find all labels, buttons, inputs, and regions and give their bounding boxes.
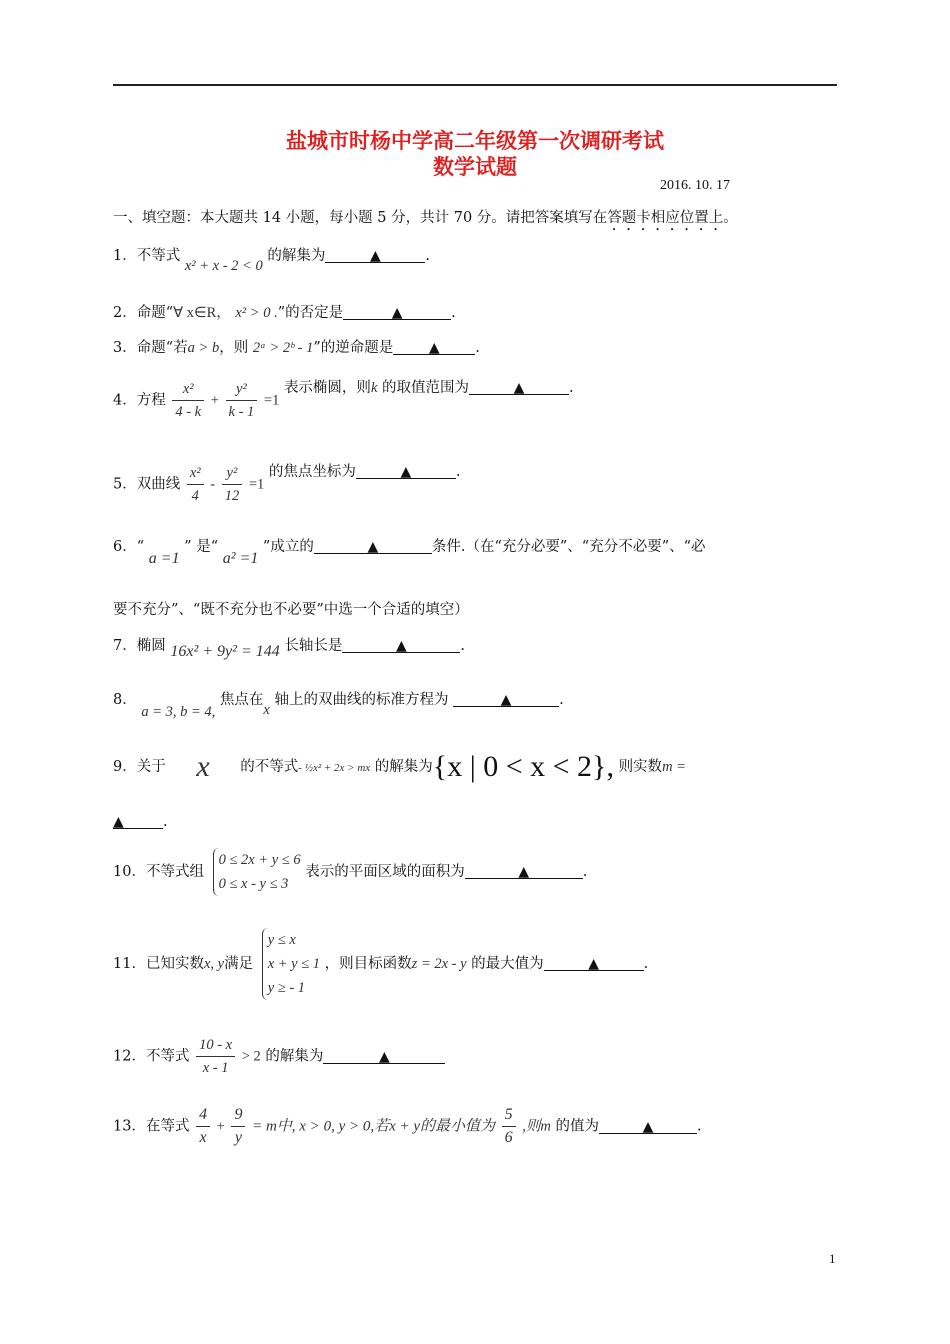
fraction: $\frac{\text{x²}}{4 - k}$ bbox=[172, 378, 204, 423]
question-9: 9．关于 x 的不等式- ½x² + 2x > mx 的解集为{x | 0 < x < 2}, 则实数m = bbox=[113, 750, 686, 783]
question-4: 4．方程 $\frac{\text{x²}}{4 - k}$ + $\frac{\text{y²}}{k - 1}$ =1 表示椭圆，则k 的取值范围为 ▲ . bbox=[113, 378, 574, 423]
question-10: 10．不等式组 0 ≤ 2x + y ≤ 6 0 ≤ x - y ≤ 3 表示的平面区域的面积为 ▲ . bbox=[113, 848, 587, 896]
fraction: $\frac{5}{6}$ bbox=[502, 1104, 516, 1149]
answer-blank[interactable] bbox=[599, 1117, 697, 1134]
triangle-icon: ▲ bbox=[113, 814, 124, 830]
fraction: $\frac{\text{y²}}{12}$ bbox=[222, 462, 243, 507]
solution-set: {x | 0 < x < 2}, bbox=[432, 750, 614, 783]
exam-subtitle: 数学试题 bbox=[433, 154, 517, 179]
question-3: 3．命题“若a > b，则 2ᵃ > 2ᵇ - 1”的逆命题是 ▲ . bbox=[113, 340, 480, 356]
triangle-icon: ▲ bbox=[400, 464, 412, 480]
answer-blank[interactable] bbox=[453, 690, 559, 707]
answer-blank[interactable] bbox=[325, 246, 425, 263]
answer-blank[interactable] bbox=[314, 537, 432, 554]
math-expression: x² + x - 2 < 0 bbox=[184, 258, 263, 274]
triangle-icon: ▲ bbox=[518, 864, 530, 880]
answer-blank[interactable] bbox=[393, 338, 475, 355]
question-11: 11．已知实数x, y满足 y ≤ x x + y ≤ 1 y ≥ - 1 ，则目标函数z = 2x - y 的最大值为 ▲ . bbox=[113, 928, 648, 1000]
question-6: 6．“ a =1 ” 是“ a² =1 ”成立的 ▲ 条件.（在“充分必要”、“充分不必要”、“必 bbox=[113, 539, 706, 567]
answer-blank[interactable] bbox=[356, 462, 456, 479]
exam-title: 盐城市时杨中学高二年级第一次调研考试 bbox=[286, 128, 664, 153]
question-9-answer: ▲ . bbox=[113, 814, 168, 830]
fraction: $\frac{4}{x}$ bbox=[196, 1104, 210, 1149]
answer-blank[interactable] bbox=[323, 1047, 445, 1064]
question-7: 7．椭圆 16x² + 9y² = 144 长轴长是 ▲ . bbox=[113, 638, 465, 660]
answer-blank[interactable] bbox=[113, 812, 163, 829]
answer-blank[interactable] bbox=[544, 954, 644, 971]
section-intro: 一、填空题：本大题共 14 小题，每小题 5 分，共计 70 分。请把答案填写在答题卡相应位置上。 bbox=[113, 210, 738, 226]
question-2: 2．命题“∀ x∈R， x² > 0 .”的否定是 ▲ . bbox=[113, 305, 456, 321]
triangle-icon: ▲ bbox=[391, 305, 403, 321]
triangle-icon: ▲ bbox=[395, 638, 407, 654]
question-12: 12．不等式 $\frac{10 - x}{x - 1}$ > 2 的解集为 ▲ bbox=[113, 1034, 445, 1079]
fraction: $\frac{10 - x}{x - 1}$ bbox=[196, 1034, 235, 1079]
triangle-icon: ▲ bbox=[367, 539, 379, 555]
emphasized-text: 答题卡相应位置上 bbox=[607, 210, 724, 226]
triangle-icon: ▲ bbox=[642, 1118, 654, 1135]
page-number: 1 bbox=[829, 1251, 836, 1266]
question-5: 5．双曲线 $\frac{\text{x²}}{4}$ - $\frac{\text{y²}}{12}$ =1 的焦点坐标为 ▲ . bbox=[113, 462, 460, 507]
question-8: 8． a = 3, b = 4, 焦点在x 轴上的双曲线的标准方程为 ▲ . bbox=[113, 692, 564, 720]
triangle-icon: ▲ bbox=[378, 1048, 390, 1065]
triangle-icon: ▲ bbox=[513, 380, 525, 396]
answer-blank[interactable] bbox=[465, 862, 583, 879]
exam-date: 2016. 10. 17 bbox=[660, 178, 730, 193]
answer-blank[interactable] bbox=[343, 303, 451, 320]
constraint-system: y ≤ x x + y ≤ 1 y ≥ - 1 bbox=[262, 928, 320, 1000]
inequality-system: 0 ≤ 2x + y ≤ 6 0 ≤ x - y ≤ 3 bbox=[213, 848, 301, 896]
fraction: $\frac{\text{x²}}{4}$ bbox=[187, 462, 204, 507]
question-13: 13．在等式 $\frac{4}{x}$ + $\frac{9}{y}$ = m中, x > 0, y > 0,若x + y的最小值为 $\frac{5}{6}$ ,则m 的值为 ▲ . bbox=[113, 1104, 702, 1149]
question-6-continued: 要不充分”、“既不充分也不必要”中选一个合适的填空） bbox=[113, 602, 469, 618]
variable-x: x bbox=[196, 750, 210, 783]
fraction: $\frac{\text{y²}}{k - 1}$ bbox=[226, 378, 258, 423]
answer-blank[interactable] bbox=[342, 636, 460, 653]
triangle-icon: ▲ bbox=[369, 248, 381, 264]
fraction: $\frac{9}{y}$ bbox=[231, 1104, 245, 1149]
triangle-icon: ▲ bbox=[588, 956, 600, 972]
answer-blank[interactable] bbox=[469, 378, 569, 395]
triangle-icon: ▲ bbox=[500, 692, 512, 708]
question-1: 1．不等式 x² + x - 2 < 0 的解集为 ▲ . bbox=[113, 248, 430, 274]
triangle-icon: ▲ bbox=[428, 340, 440, 356]
header-rule bbox=[113, 84, 837, 86]
